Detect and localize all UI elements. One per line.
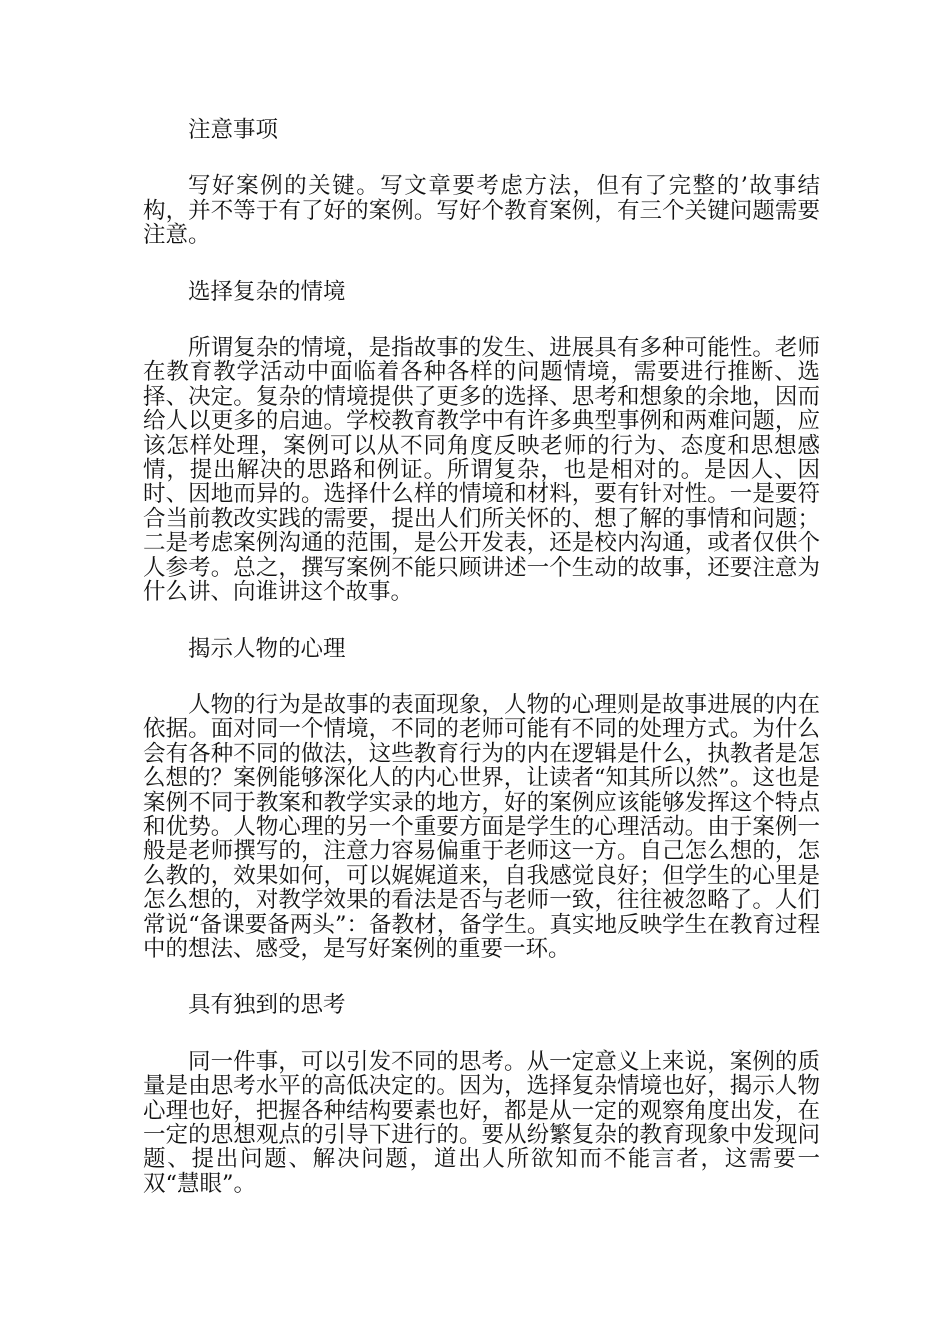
section-heading-notes: 注意事项 — [188, 117, 279, 143]
section-heading-original-thinking: 具有独到的思考 — [188, 992, 346, 1019]
section-heading-psychology: 揭示人物的心理 — [188, 635, 346, 662]
paragraph-original-thinking: 同一件事，可以引发不同的思考。从一定意义上来说，案例的质量是由思考水平的高低决定的。因为，选择复杂情境也好，揭示人物心理也好，把握各种结构要素也好，都是从一定的观察角度出发，在一定的思想观点的引导下进行的。要从纷繁复杂的教育现象中发现问题、提出问题、解决问题，道出人所欲知而不能言者，这需要一双“慧眼”。 — [143, 1048, 820, 1197]
paragraph-complex-situation: 所谓复杂的情境，是指故事的发生、进展具有多种可能性。老师在教育教学活动中面临着各种各样的问题情境，需要进行推断、选择、决定。复杂的情境提供了更多的选择、思考和想象的余地，因而给人以更多的启迪。学校教育教学中有许多典型事例和两难问题，应该怎样处理，案例可以从不同角度反映老师的行为、态度和思想感情，提出解决的思路和例证。所谓复杂，也是相对的。是因人、因时、因地而异的。选择什么样的情境和材料，要有针对性。一是要符合当前教改实践的需要，提出人们所关怀的、想了解的事情和问题；二是考虑案例沟通的范围，是公开发表，还是校内沟通，或者仅供个人参考。总之，撰写案例不能只顾讲述一个生动的故事，还要注意为什么讲、向谁讲这个故事。 — [143, 335, 820, 606]
paragraph-psychology: 人物的行为是故事的表面现象，人物的心理则是故事进展的内在依据。面对同一个情境，不同的老师可能有不同的处理方式。为什么会有各种不同的做法，这些教育行为的内在逻辑是什么，执教者是怎么想的？案例能够深化人的内心世界，让读者“知其所以然”。这也是案例不同于教案和教学实录的地方，好的案例应该能够发挥这个特点和优势。人物心理的另一个重要方面是学生的心理活动。由于案例一般是老师撰写的，注意力容易偏重于老师这一方。自己怎么想的，怎么教的，效果如何，可以娓娓道来，自我感觉良好；但学生的心里是怎么想的，对教学效果的看法是否与老师一致，往往被忽略了。人们常说“备课要备两头”：备教材，备学生。真实地反映学生在教育过程中的想法、感受，是写好案例的重要一环。 — [143, 691, 820, 962]
document-page — [143, 118, 820, 1228]
section-heading-complex-situation: 选择复杂的情境 — [188, 278, 346, 305]
paragraph-notes: 写好案例的关键。写文章要考虑方法，但有了完整的’故事结构，并不等于有了好的案例。写好个教育案例，有三个关键问题需要注意。 — [143, 173, 820, 249]
